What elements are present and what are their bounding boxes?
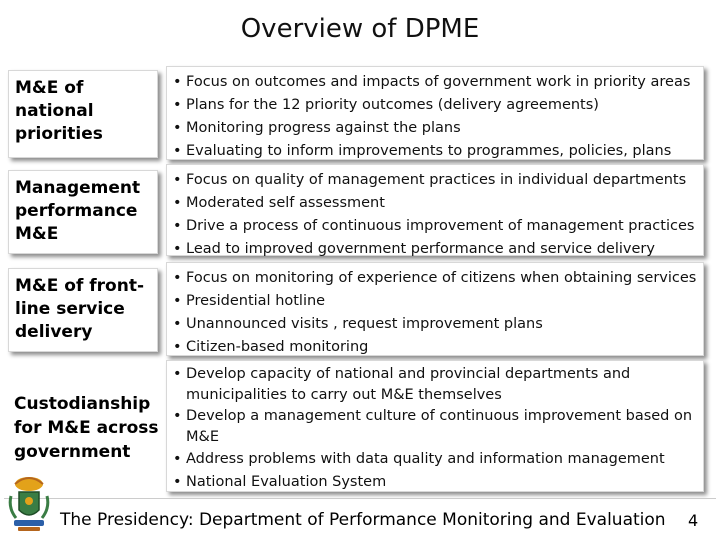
bullet-item: • Drive a process of continuous improvement of management practices [173, 218, 695, 234]
bullet-list [173, 267, 703, 359]
bullet-item: • Focus on quality of management practices in individual departments [173, 172, 687, 188]
bullet-list [173, 169, 703, 261]
row-label-frontline-service: M&E of front- line service delivery [8, 268, 158, 352]
bullet-list [173, 364, 703, 494]
row-content-management-performance [166, 164, 704, 256]
bullet-item: • Address problems with data quality and information management [173, 451, 665, 467]
footer-divider [4, 498, 716, 499]
row-label-management-performance: Management performance M&E [8, 170, 158, 254]
bullet-item: • Focus on outcomes and impacts of government work in priority areas [173, 74, 691, 90]
bullet-item: • Focus on monitoring of experience of citizens when obtaining services [173, 270, 697, 286]
bullet-item: • National Evaluation System [173, 474, 387, 490]
slide-title: Overview of DPME [240, 14, 480, 44]
row-label-national-priorities: M&E of national priorities [8, 70, 158, 158]
bullet-item: • Plans for the 12 priority outcomes (delivery agreements) [173, 97, 599, 113]
bullet-item: • Unannounced visits , request improvement plans [173, 316, 543, 332]
bullet-list [173, 71, 703, 163]
row-content-custodianship [166, 360, 704, 492]
bullet-item: • Monitoring progress against the plans [173, 120, 461, 136]
bullet-item: • Develop a management culture of continuous improvement based on M&E [173, 408, 693, 445]
coat-of-arms-icon [6, 474, 52, 534]
page-number: 4 [688, 511, 699, 530]
bullet-item: • Presidential hotline [173, 293, 326, 309]
footer-text: The Presidency: Department of Performance Monitoring and Evaluation [60, 510, 666, 530]
row-content-frontline-service [166, 262, 704, 356]
row-label-custodianship: Custodianship for M&E across government [14, 394, 159, 462]
bullet-item: • Moderated self assessment [173, 195, 385, 211]
row-content-national-priorities [166, 66, 704, 160]
bullet-item: • Evaluating to inform improvements to programmes, policies, plans [173, 143, 672, 159]
bullet-item: • Develop capacity of national and provincial departments and municipalities to carry out M&E themselves [173, 366, 631, 403]
bullet-item: • Citizen-based monitoring [173, 339, 369, 355]
bullet-item: • Lead to improved government performance and service delivery [173, 241, 655, 257]
